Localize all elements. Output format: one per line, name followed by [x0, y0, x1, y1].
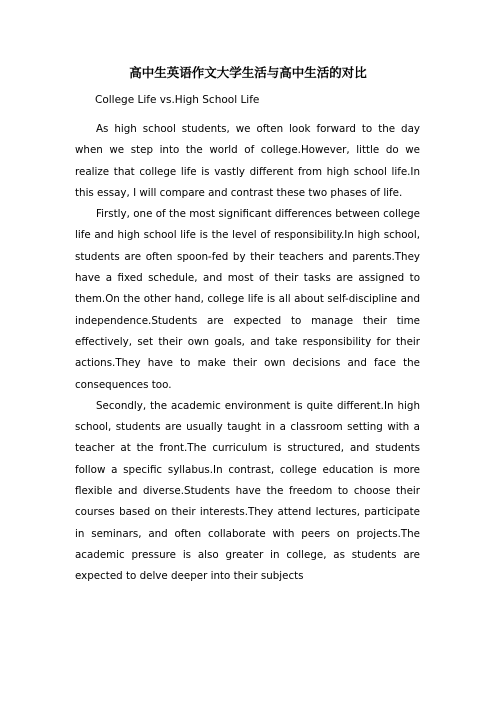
document-subtitle: College Life vs.High School Life [95, 94, 260, 106]
document-title: 高中生英语作文大学生活与高中生活的对比 [129, 65, 367, 80]
paragraph-intro: As high school students, we often look forward to the day when we step into the world of college.However, little do we realize that college life is vastly different from high school life.In this essay, I will compare and contrast these two phases of life. [75, 123, 420, 199]
paragraph-responsibility: Firstly, one of the most significant differences between college life and high school life is the level of responsibility.In high school, students are often spoon-fed by their teachers and parents.They have a fixed schedule, and most of their tasks are assigned to them.On the other hand, college life is all about self-discipline and independence.Students are expected to manage their time effectively, set their own goals, and take responsibility for their actions.They have to make their own decisions and face the consequences too. [75, 208, 420, 391]
document-body [75, 119, 420, 588]
paragraph-academic: Secondly, the academic environment is quite different.In high school, students are usually taught in a classroom setting with a teacher at the front.The curriculum is structured, and students follow a specific syllabus.In contrast, college education is more flexible and diverse.Students have the freedom to choose their courses based on their interests.They attend lectures, participate in seminars, and often collaborate with peers on projects.The academic pressure is also greater in college, as students are expected to delve deeper into their subjects [75, 399, 420, 583]
